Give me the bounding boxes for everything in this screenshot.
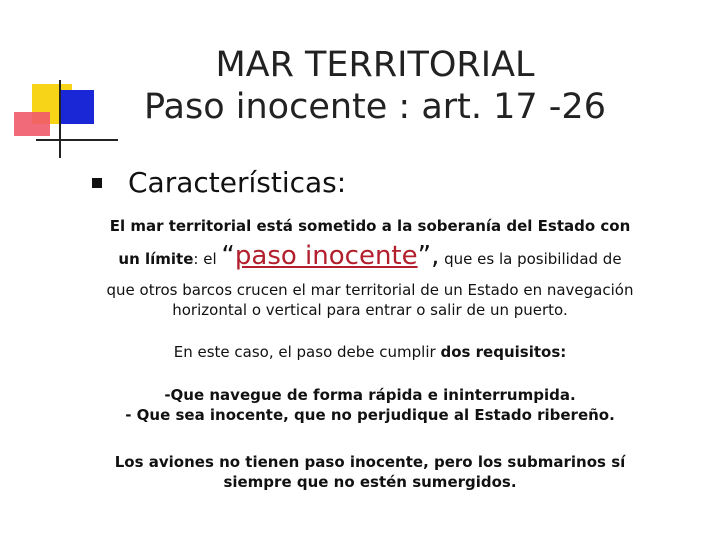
requirement-1: -Que navegue de forma rápida e ininterrumpida. bbox=[164, 386, 576, 404]
closing-line-1: Los aviones no tienen paso inocente, pero los submarinos sí bbox=[114, 453, 626, 471]
closing-note bbox=[70, 452, 670, 492]
blue-square bbox=[60, 90, 94, 124]
requirements-intro-bold: dos requisitos: bbox=[440, 343, 567, 361]
paragraph-innocent-passage bbox=[70, 241, 670, 271]
innocent-passage-highlight: paso inocente bbox=[234, 241, 418, 271]
closing-line-2: siempre que no estén sumergidos. bbox=[223, 473, 517, 491]
bullet-square-icon bbox=[92, 178, 102, 188]
paragraph-definition bbox=[70, 280, 670, 320]
slide-title: MAR TERRITORIAL bbox=[215, 45, 535, 85]
definition-line-2: horizontal o vertical para entrar o salir de un puerto. bbox=[172, 301, 568, 319]
section-heading: Características: bbox=[128, 166, 347, 199]
definition-line-1: que otros barcos crucen el mar territorial de un Estado en navegación bbox=[106, 281, 634, 299]
definition-start: que es la posibilidad de bbox=[439, 250, 622, 268]
paragraph-requirements-intro bbox=[70, 342, 670, 362]
red-bar bbox=[14, 112, 50, 136]
requirements-intro-text: En este caso, el paso debe cumplir bbox=[173, 343, 441, 361]
limit-rest: : el bbox=[193, 250, 222, 268]
quote-close: ”, bbox=[417, 241, 440, 271]
quote-open: “ bbox=[221, 241, 235, 271]
limit-label: un límite bbox=[118, 250, 194, 268]
requirements-list bbox=[70, 385, 670, 425]
requirement-2: - Que sea inocente, que no perjudique al Estado ribereño. bbox=[125, 406, 615, 424]
slide-subtitle: Paso inocente : art. 17 -26 bbox=[144, 87, 606, 127]
paragraph-sovereignty: El mar territorial está sometido a la soberanía del Estado con bbox=[109, 217, 631, 235]
